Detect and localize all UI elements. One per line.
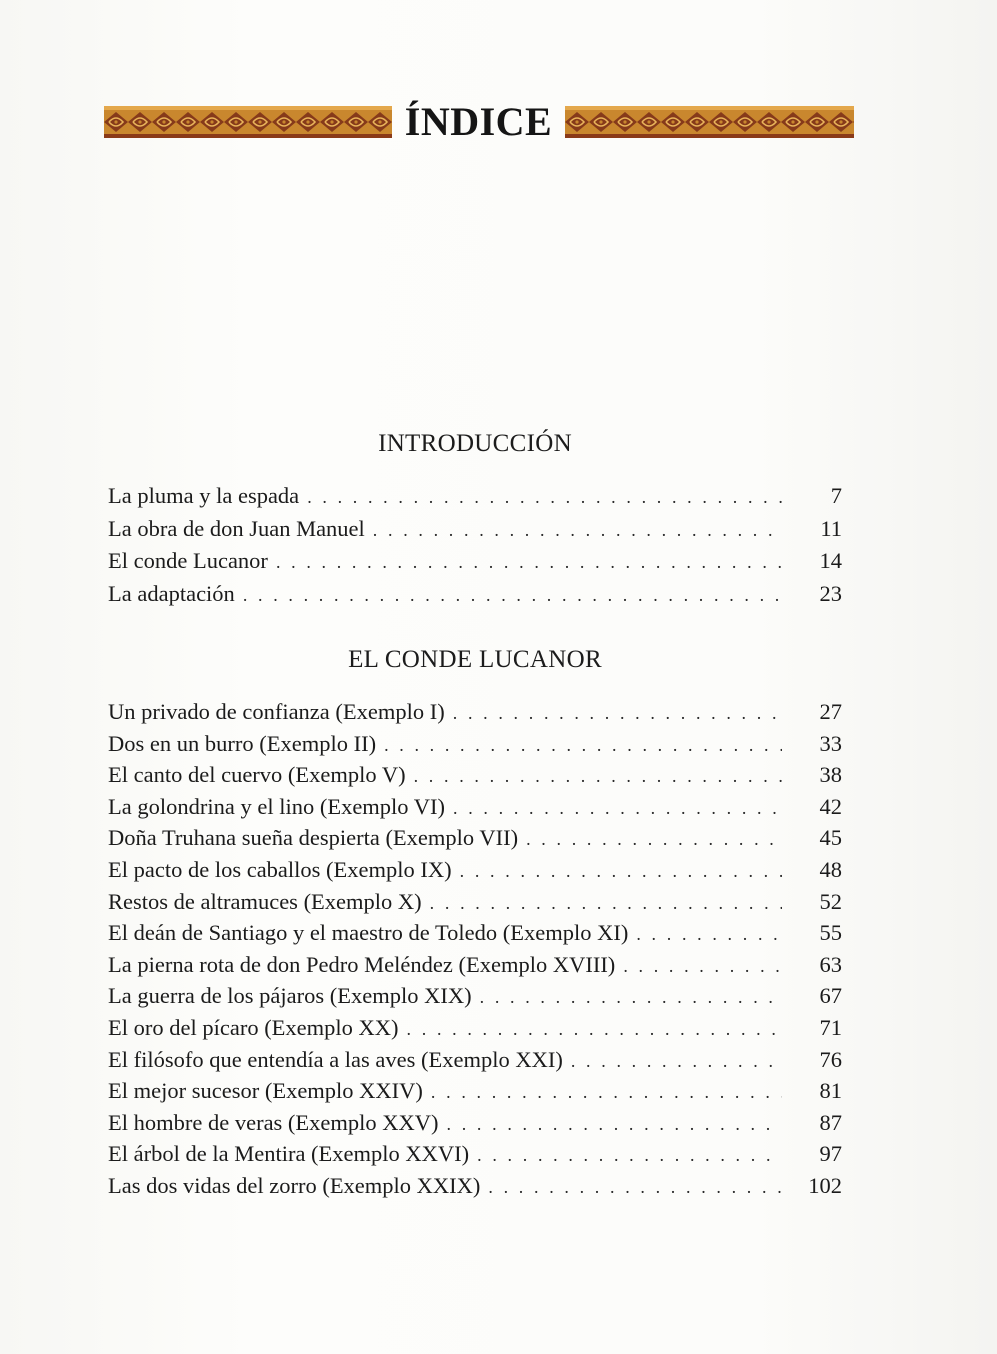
dot-leader bbox=[453, 793, 782, 825]
toc-entry-page: 14 bbox=[819, 548, 842, 574]
ornament-band-left bbox=[104, 106, 392, 138]
toc-entry-title: El mejor sucesor (Exemplo XXIV) bbox=[108, 1078, 423, 1104]
dot-leader bbox=[431, 1077, 782, 1109]
ornament-left-icon bbox=[104, 106, 392, 138]
ornament-band-right bbox=[565, 106, 854, 138]
toc-entry bbox=[108, 728, 842, 760]
dot-leader bbox=[477, 1140, 782, 1172]
toc-entry bbox=[108, 759, 842, 791]
toc-entry-title: El hombre de veras (Exemplo XXV) bbox=[108, 1109, 439, 1135]
toc-entry-title: El oro del pícaro (Exemplo XX) bbox=[108, 1014, 399, 1040]
dot-leader bbox=[384, 730, 782, 762]
toc-entry-title: Doña Truhana sueña despierta (Exemplo VII) bbox=[108, 825, 519, 851]
dot-leader bbox=[453, 698, 782, 730]
toc-entry-page: 38 bbox=[819, 762, 842, 788]
toc-entry-page: 81 bbox=[819, 1078, 842, 1104]
toc-entry-page: 11 bbox=[820, 515, 842, 541]
dot-leader bbox=[571, 1046, 782, 1078]
dot-leader bbox=[243, 579, 782, 612]
toc-entry-title: El canto del cuervo (Exemplo V) bbox=[108, 762, 406, 788]
toc-entry-page: 97 bbox=[819, 1141, 842, 1167]
toc-entry-page: 7 bbox=[830, 483, 842, 508]
toc-entry-title: La guerra de los pájaros (Exemplo XIX) bbox=[108, 983, 472, 1009]
ornament-right-icon bbox=[565, 106, 854, 138]
toc-entry bbox=[108, 578, 842, 611]
toc-entry-title: La adaptación bbox=[108, 581, 235, 607]
dot-leader bbox=[526, 824, 782, 856]
toc-entry-page: 33 bbox=[819, 730, 842, 756]
toc-entry-title: La pluma y la espada bbox=[108, 483, 300, 508]
dot-leader bbox=[623, 951, 782, 983]
dot-leader bbox=[636, 919, 782, 951]
toc-entry-page: 71 bbox=[819, 1014, 842, 1040]
toc-entry bbox=[108, 949, 842, 981]
toc-entry-title: El conde Lucanor bbox=[108, 548, 268, 574]
toc-entry-title: La pierna rota de don Pedro Meléndez (Exemplo XVIII) bbox=[108, 951, 616, 977]
toc-entry bbox=[108, 886, 842, 918]
dot-leader bbox=[460, 856, 782, 888]
dot-leader bbox=[430, 888, 782, 920]
toc-entry-title: La golondrina y el lino (Exemplo VI) bbox=[108, 793, 446, 819]
toc-entry-page: 55 bbox=[819, 920, 842, 946]
toc-entry-page: 63 bbox=[819, 951, 842, 977]
toc-list-introduccion bbox=[108, 480, 842, 611]
toc-entry-title: Dos en un burro (Exemplo II) bbox=[108, 730, 377, 756]
page-title: ÍNDICE bbox=[404, 99, 553, 144]
toc-entry-page: 45 bbox=[819, 825, 842, 851]
toc-entry-page: 52 bbox=[819, 888, 842, 914]
toc-entry bbox=[108, 822, 842, 854]
toc-entry-page: 76 bbox=[819, 1046, 842, 1072]
toc-entry-page: 23 bbox=[819, 581, 842, 607]
dot-leader bbox=[480, 982, 782, 1014]
toc-entry-page: 27 bbox=[819, 699, 842, 724]
dot-leader bbox=[414, 761, 782, 793]
toc-entry bbox=[108, 1138, 842, 1170]
toc-entry bbox=[108, 545, 842, 578]
toc-entry bbox=[108, 1170, 842, 1202]
toc-entry-title: El árbol de la Mentira (Exemplo XXVI) bbox=[108, 1141, 470, 1167]
dot-leader bbox=[407, 1014, 782, 1046]
toc-entry-page: 67 bbox=[819, 983, 842, 1009]
toc-entry bbox=[108, 1044, 842, 1076]
dot-leader bbox=[276, 546, 782, 579]
toc-entry bbox=[108, 696, 842, 728]
toc-entry bbox=[108, 854, 842, 886]
toc-entry bbox=[108, 480, 842, 513]
toc-entry bbox=[108, 791, 842, 823]
toc-entry-title: La obra de don Juan Manuel bbox=[108, 515, 365, 541]
toc-entry-title: Las dos vidas del zorro (Exemplo XXIX) bbox=[108, 1172, 481, 1198]
toc-list-conde-lucanor bbox=[108, 696, 842, 1202]
toc-entry bbox=[108, 1107, 842, 1139]
toc-entry-title: Un privado de confianza (Exemplo I) bbox=[108, 699, 445, 724]
dot-leader bbox=[307, 481, 782, 514]
toc-entry bbox=[108, 513, 842, 546]
page-header bbox=[104, 96, 854, 152]
toc-entry-page: 87 bbox=[819, 1109, 842, 1135]
toc-entry bbox=[108, 1012, 842, 1044]
toc-entry-page: 102 bbox=[808, 1172, 842, 1198]
toc-entry-page: 48 bbox=[819, 856, 842, 882]
toc-entry bbox=[108, 917, 842, 949]
toc-entry-page: 42 bbox=[819, 793, 842, 819]
section-heading-conde-lucanor: EL CONDE LUCANOR bbox=[348, 646, 602, 673]
dot-leader bbox=[488, 1172, 782, 1204]
toc-entry-title: El pacto de los caballos (Exemplo IX) bbox=[108, 856, 452, 882]
section-heading-introduccion: INTRODUCCIÓN bbox=[378, 430, 572, 457]
dot-leader bbox=[373, 514, 782, 547]
toc-entry bbox=[108, 980, 842, 1012]
toc-entry-title: El deán de Santiago y el maestro de Toledo (Exemplo XI) bbox=[108, 920, 629, 946]
toc-entry bbox=[108, 1075, 842, 1107]
toc-entry-title: Restos de altramuces (Exemplo X) bbox=[108, 888, 422, 914]
toc-entry-title: El filósofo que entendía a las aves (Exemplo XXI) bbox=[108, 1046, 563, 1072]
dot-leader bbox=[447, 1109, 782, 1141]
